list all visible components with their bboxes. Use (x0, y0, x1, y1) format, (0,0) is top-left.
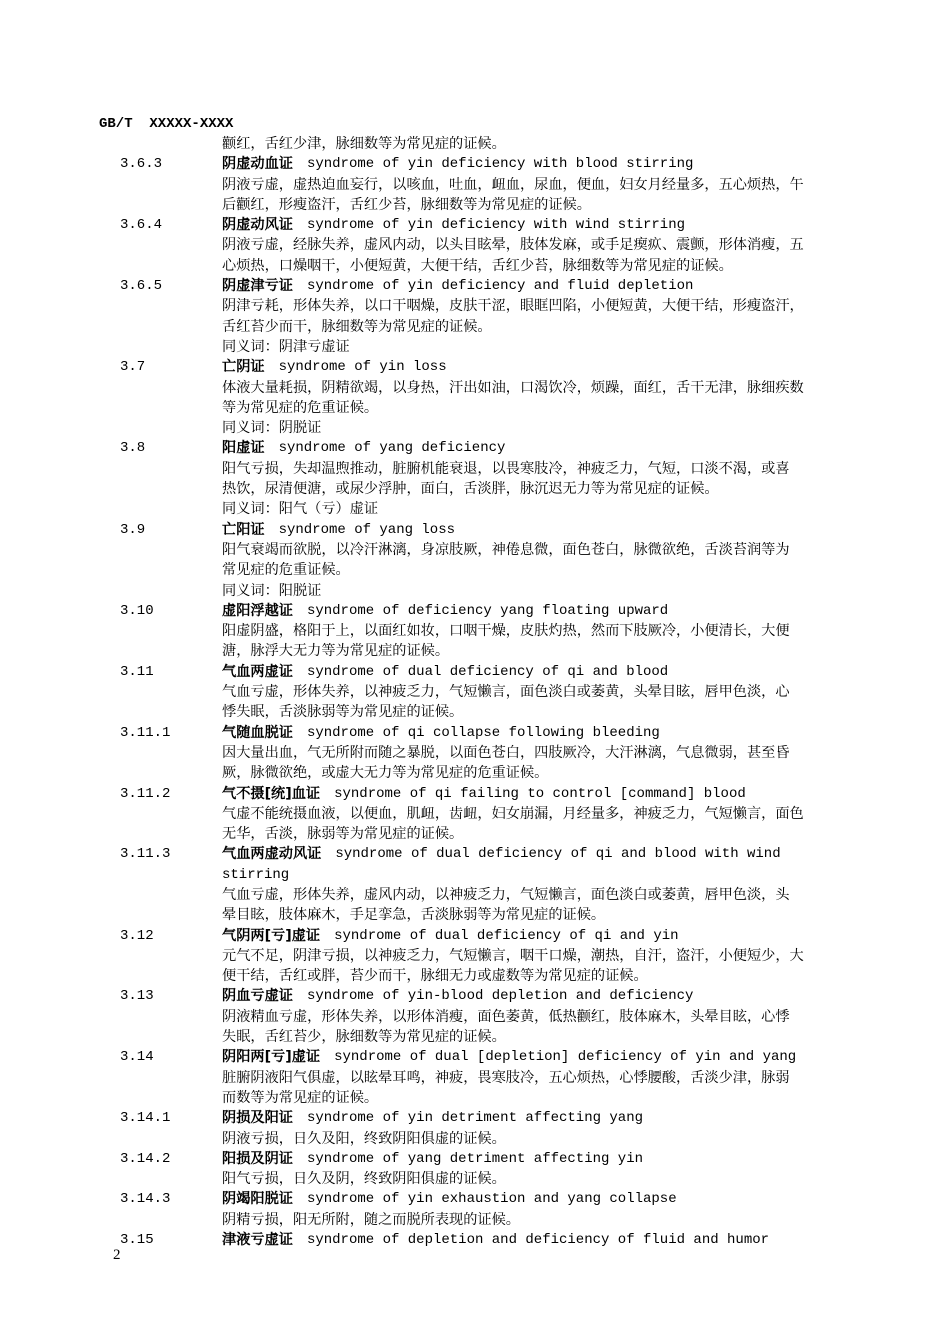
entry-term: 气血两虚动风证 (222, 846, 322, 863)
definition-line: 颧红，舌红少津，脉细数等为常见症的证候。 (222, 136, 506, 152)
entry-english-term: syndrome of yin deficiency with blood stirring (306, 156, 694, 173)
definition-line: 心烦热，口燥咽干，小便短黄，大便干结，舌红少苔，脉细数等为常见症的证候。 (222, 257, 733, 274)
entry-number: 3.15 (120, 1232, 154, 1249)
entry-english-term: syndrome of yin-blood depletion and deficiency (306, 988, 694, 1005)
definition-line: 阴精亏损，阳无所附，随之而脱所表现的证候。 (222, 1211, 520, 1228)
entry-english-term: syndrome of yang detriment affecting yin (306, 1150, 644, 1167)
entry-heading (120, 844, 860, 864)
entry-heading (120, 357, 860, 377)
entry-english-term: syndrome of dual deficiency of qi and yin (334, 927, 679, 944)
entry-heading (120, 1047, 860, 1067)
entry-english-term: syndrome of yin deficiency and fluid depletion (306, 278, 694, 295)
entry-term: 气血两虚证 (222, 663, 293, 680)
definition-line: 阴液亏损，日久及阳，终致阴阳俱虚的证候。 (222, 1130, 506, 1147)
definition-line: 而数等为常见症的证候。 (222, 1089, 379, 1106)
entry-english-term: syndrome of yang deficiency (278, 440, 506, 457)
entry-number: 3.14.1 (120, 1110, 171, 1127)
definition-line: 体液大量耗损，阴精欲竭，以身热，汗出如油，口渴饮冷，烦躁，面红，舌干无津，脉细疾数 (222, 379, 804, 396)
entry-heading (120, 1149, 860, 1169)
document-content (120, 134, 860, 1250)
entry-term: 津液亏虚证 (222, 1232, 293, 1249)
entry-term: 阴虚动血证 (222, 156, 293, 173)
entry-number: 3.6.4 (120, 217, 163, 234)
entry-number: 3.14.2 (120, 1150, 171, 1167)
definition-line: 厥，脉微欲绝，或虚大无力等为常见症的危重证候。 (222, 765, 549, 782)
entry-english-term: syndrome of qi failing to control [command] blood (334, 785, 746, 802)
entry-english-term: syndrome of depletion and deficiency of fluid and humor (306, 1232, 770, 1249)
entry-heading (120, 276, 860, 296)
standard-code-header: GB/T XXXXX-XXXX (99, 116, 234, 132)
entry-number: 3.6.3 (120, 156, 163, 173)
entry-number: 3.14 (120, 1049, 154, 1066)
entry-heading (120, 784, 860, 804)
entry-english-continuation: stirring (222, 866, 290, 883)
entry-heading (120, 662, 860, 682)
definition-line: 同义词：阴津亏虚证 (222, 338, 350, 355)
definition-line: 元气不足，阴津亏损，以神疲乏力，气短懒言，咽干口燥，潮热，自汗，盗汗，小便短少，大 (222, 947, 804, 964)
entry-english-term: syndrome of yin detriment affecting yang (306, 1110, 644, 1127)
entry-term: 亡阴证 (222, 359, 265, 376)
entry-english-term: syndrome of deficiency yang floating upward (306, 602, 669, 619)
definition-line: 气虚不能统摄血液，以便血，肌衄，齿衄，妇女崩漏，月经量多，神疲乏力，气短懒言，面色 (222, 805, 804, 822)
entry-term: 气随血脱证 (222, 724, 293, 741)
entry-heading (120, 1108, 860, 1128)
definition-line: 气血亏虚，形体失养，以神疲乏力，气短懒言，面色淡白或萎黄，头晕目眩，唇甲色淡，心 (222, 684, 790, 701)
entry-number: 3.11 (120, 663, 154, 680)
entry-heading (120, 926, 860, 946)
entry-term: 气阴两[亏]虚证 (222, 927, 321, 944)
definition-line: 失眠，舌红苔少，脉细数等为常见症的证候。 (222, 1029, 506, 1046)
entry-number: 3.11.3 (120, 846, 171, 863)
entry-term: 阴竭阳脱证 (222, 1191, 293, 1208)
definition-line: 阳气衰竭而欲脱，以冷汗淋漓，身凉肢厥，神倦息微，面色苍白，脉微欲绝，舌淡苔润等为 (222, 541, 790, 558)
entry-english-term: syndrome of yin exhaustion and yang collapse (306, 1191, 677, 1208)
definition-line: 同义词：阴脱证 (222, 420, 322, 437)
definition-line: 同义词：阳脱证 (222, 582, 322, 599)
definition-line: 气血亏虚，形体失养，虚风内动，以神疲乏力，气短懒言，面色淡白或萎黄，唇甲色淡，头 (222, 886, 790, 903)
entry-english-term: syndrome of dual [depletion] deficiency of yin and yang (334, 1049, 797, 1066)
entry-english-term: syndrome of dual deficiency of qi and blood (306, 663, 669, 680)
entry-term: 气不摄[统]血证 (222, 785, 321, 802)
definition-line: 后颧红，形瘦盗汗，舌红少苔，脉细数等为常见症的证候。 (222, 196, 591, 213)
definition-line: 阴津亏耗，形体失养，以口干咽燥，皮肤干涩，眼眶凹陷，小便短黄，大便干结，形瘦盗汗， (222, 298, 804, 315)
entry-number: 3.14.3 (120, 1191, 171, 1208)
definition-line: 热饮，尿清便溏，或尿少浮肿，面白，舌淡胖，脉沉迟无力等为常见症的证候。 (222, 481, 719, 498)
entry-term: 阴虚津亏证 (222, 278, 293, 295)
definition-line: 阳气亏损，失却温煦推动，脏腑机能衰退，以畏寒肢冷，神疲乏力，气短，口淡不渴，或喜 (222, 460, 790, 477)
definition-line: 阳虚阴盛，格阳于上，以面红如妆，口咽干燥，皮肤灼热，然而下肢厥冷，小便清长，大便 (222, 623, 790, 640)
definition-line: 因大量出血，气无所附而随之暴脱，以面色苍白，四肢厥冷，大汗淋漓，气息微弱，甚至昏 (222, 744, 790, 761)
definition-line: 阳气亏损，日久及阴，终致阴阳俱虚的证候。 (222, 1171, 506, 1188)
entry-term: 阳损及阴证 (222, 1150, 293, 1167)
entry-term: 阴虚动风证 (222, 217, 293, 234)
entry-term: 阴血亏虚证 (222, 988, 293, 1005)
definition-line: 悸失眠，舌淡脉弱等为常见症的证候。 (222, 704, 464, 721)
entry-heading (120, 1230, 860, 1250)
entry-heading (120, 438, 860, 458)
entry-number: 3.8 (120, 440, 146, 457)
definition-line: 阴液亏虚，经脉失养，虚风内动，以头目眩晕，肢体发麻，或手足瘈疭、震颤，形体消瘦，五 (222, 237, 804, 254)
entry-term: 阳虚证 (222, 440, 265, 457)
entry-number: 3.9 (120, 521, 146, 538)
entry-term: 阴损及阳证 (222, 1110, 293, 1127)
entry-number: 3.12 (120, 927, 154, 944)
definition-line: 等为常见症的危重证候。 (222, 399, 379, 416)
entry-english-term: syndrome of dual deficiency of qi and blood with wind (335, 846, 781, 863)
definition-line: 同义词：阳气（亏）虚证 (222, 501, 379, 518)
entry-heading (120, 1189, 860, 1209)
entry-number: 3.11.1 (120, 724, 171, 741)
entry-heading (120, 154, 860, 174)
definition-line: 常见症的危重证候。 (222, 562, 350, 579)
definition-line: 阴液亏虚，虚热迫血妄行，以咳血，吐血，衄血，尿血，便血，妇女月经量多，五心烦热，午 (222, 176, 804, 193)
entry-heading (120, 986, 860, 1006)
entry-english-term: syndrome of yin loss (278, 359, 447, 376)
entry-heading (120, 723, 860, 743)
entry-english-term: syndrome of yin deficiency with wind stirring (306, 217, 686, 234)
definition-line: 便干结，舌红或胖，苔少而干，脉细无力或虚数等为常见症的证候。 (222, 968, 648, 985)
entry-english-term: syndrome of yang loss (278, 521, 456, 538)
definition-line: 晕目眩，肢体麻木，手足挛急，舌淡脉弱等为常见症的证候。 (222, 907, 606, 924)
entry-heading (120, 215, 860, 235)
entry-number: 3.6.5 (120, 278, 163, 295)
entry-english-term: syndrome of qi collapse following bleeding (306, 724, 660, 741)
entry-term: 虚阳浮越证 (222, 602, 293, 619)
entry-number: 3.10 (120, 602, 154, 619)
page-number: 2 (113, 1247, 121, 1263)
entry-number: 3.13 (120, 988, 154, 1005)
entry-number: 3.11.2 (120, 785, 171, 802)
definition-line: 脏腑阴液阳气俱虚，以眩晕耳鸣，神疲，畏寒肢冷，五心烦热，心悸腰酸，舌淡少津，脉弱 (222, 1069, 790, 1086)
entry-term: 阴阳两[亏]虚证 (222, 1049, 321, 1066)
definition-line: 溏，脉浮大无力等为常见症的证候。 (222, 643, 450, 660)
definition-line: 阴液精血亏虚，形体失养，以形体消瘦，面色萎黄，低热颧红，肢体麻木，头晕目眩，心悸 (222, 1008, 790, 1025)
definition-line: 舌红苔少而干，脉细数等为常见症的证候。 (222, 318, 492, 335)
definition-line: 无华，舌淡，脉弱等为常见症的证候。 (222, 826, 464, 843)
entry-heading (120, 520, 860, 540)
entry-heading (120, 601, 860, 621)
entry-term: 亡阳证 (222, 521, 265, 538)
entry-number: 3.7 (120, 359, 146, 376)
